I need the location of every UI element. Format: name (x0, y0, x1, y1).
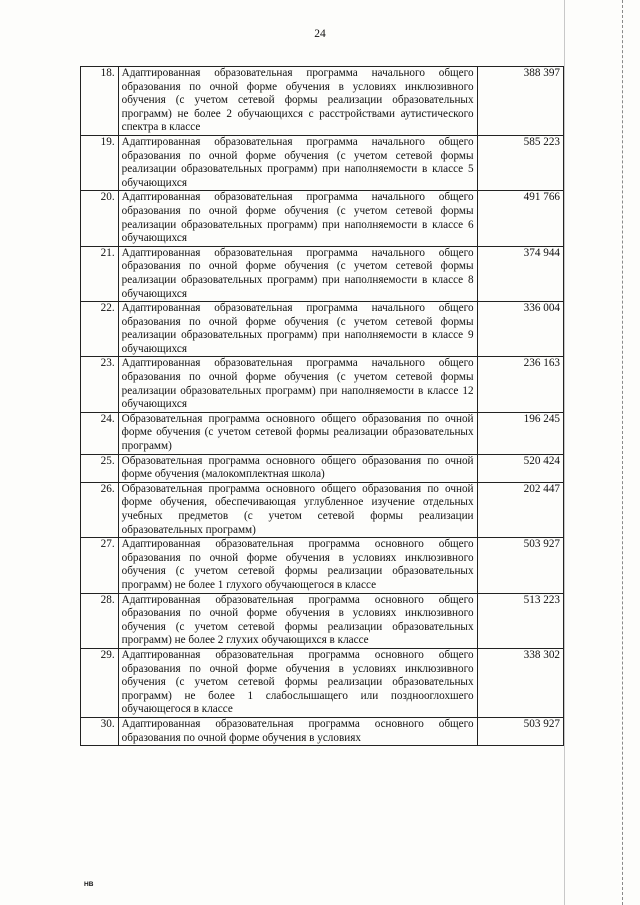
row-number: 20. (81, 191, 119, 246)
program-description: Образовательная программа основного общего образования по очной форме обучения (с учетом сетевой формы реализации образовательных программ) (118, 412, 477, 454)
tariff-table (80, 66, 564, 746)
program-description: Адаптированная образовательная программа начального общего образования по очной форме обучения (с учетом сетевой формы реализации образовательных программ) при наполняемости в классе 5 обучающихся (118, 135, 477, 190)
program-description: Адаптированная образовательная программа основного общего образования по очной форме обучения в условиях инклюзивного обучения (с учетом сетевой формы реализации образовательных программ) не более 1 слабослышащего или позднооглохшего обучающегося в классе (118, 648, 477, 717)
table-row (81, 412, 564, 454)
row-number: 28. (81, 593, 119, 648)
program-description: Адаптированная образовательная программа начального общего образования по очной форме обучения (с учетом сетевой формы реализации образовательных программ) при наполняемости в классе 6 обучающихся (118, 191, 477, 246)
scan-edge-line (622, 0, 624, 905)
footer-initials: НВ (84, 881, 94, 888)
cost-value: 196 245 (477, 412, 563, 454)
cost-value: 503 927 (477, 538, 563, 593)
row-number: 19. (81, 135, 119, 190)
table-row (81, 593, 564, 648)
table-row (81, 648, 564, 717)
program-description: Образовательная программа основного общего образования по очной форме обучения, обеспечивающая углубленное изучение отдельных учебных предметов (с учетом сетевой формы реализации образовательных программ) (118, 482, 477, 537)
table-row (81, 191, 564, 246)
program-description: Адаптированная образовательная программа начального общего образования по очной форме обучения (с учетом сетевой формы реализации образовательных программ) при наполняемости в классе 12 обучающихся (118, 357, 477, 412)
row-number: 18. (81, 67, 119, 136)
cost-value: 388 397 (477, 67, 563, 136)
cost-value: 338 302 (477, 648, 563, 717)
row-number: 30. (81, 717, 119, 745)
cost-value: 336 004 (477, 302, 563, 357)
row-number: 23. (81, 357, 119, 412)
row-number: 21. (81, 246, 119, 301)
table-row (81, 246, 564, 301)
table-row (81, 357, 564, 412)
row-number: 27. (81, 538, 119, 593)
row-number: 26. (81, 482, 119, 537)
program-description: Образовательная программа основного общего образования по очной форме обучения (малокомплектная школа) (118, 454, 477, 482)
scan-fold-line (564, 0, 565, 905)
table-row (81, 717, 564, 745)
program-description: Адаптированная образовательная программа основного общего образования по очной форме обучения в условиях инклюзивного обучения (с учетом сетевой формы реализации образовательных программ) не более 2 глухих обучающихся в классе (118, 593, 477, 648)
program-description: Адаптированная образовательная программа начального общего образования по очной форме обучения (с учетом сетевой формы реализации образовательных программ) при наполняемости в классе 9 обучающихся (118, 302, 477, 357)
cost-value: 585 223 (477, 135, 563, 190)
table-body (81, 67, 564, 746)
table-row (81, 482, 564, 537)
program-description: Адаптированная образовательная программа основного общего образования по очной форме обучения в условиях (118, 717, 477, 745)
cost-value: 503 927 (477, 717, 563, 745)
cost-value: 520 424 (477, 454, 563, 482)
row-number: 25. (81, 454, 119, 482)
program-description: Адаптированная образовательная программа начального общего образования по очной форме обучения (с учетом сетевой формы реализации образовательных программ) при наполняемости в классе 8 обучающихся (118, 246, 477, 301)
table-row (81, 454, 564, 482)
table-row (81, 302, 564, 357)
table-row (81, 135, 564, 190)
program-description: Адаптированная образовательная программа начального общего образования по очной форме обучения в условиях инклюзивного обучения (с учетом сетевой формы реализации образовательных программ) не более 2 обучающихся с расстройствами аутистического спектра в классе (118, 67, 477, 136)
program-description: Адаптированная образовательная программа основного общего образования по очной форме обучения в условиях инклюзивного обучения (с учетом сетевой формы реализации образовательных программ) не более 1 глухого обучающегося в классе (118, 538, 477, 593)
cost-value: 236 163 (477, 357, 563, 412)
cost-value: 491 766 (477, 191, 563, 246)
row-number: 22. (81, 302, 119, 357)
page-number: 24 (314, 28, 326, 40)
cost-value: 374 944 (477, 246, 563, 301)
cost-value: 202 447 (477, 482, 563, 537)
table-row (81, 67, 564, 136)
row-number: 24. (81, 412, 119, 454)
cost-value: 513 223 (477, 593, 563, 648)
table-row (81, 538, 564, 593)
row-number: 29. (81, 648, 119, 717)
